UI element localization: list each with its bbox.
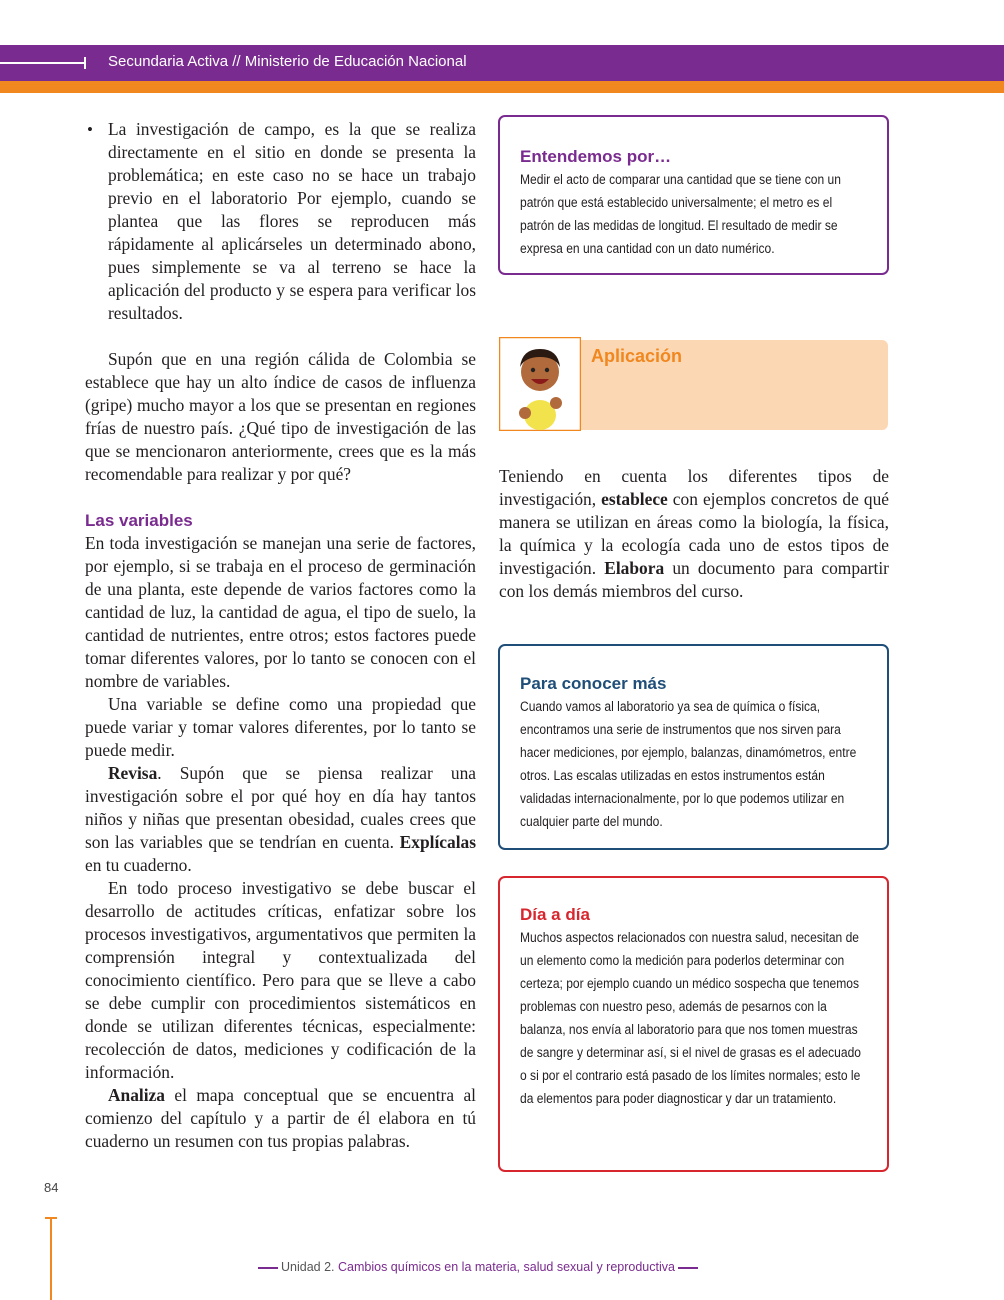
- paragraph-revisa: [85, 762, 476, 877]
- header-accent-bar: [0, 81, 1004, 93]
- section-heading-variables: Las variables: [85, 511, 193, 530]
- bullet-icon: •: [87, 120, 93, 139]
- page-header: [0, 45, 1004, 81]
- header-rule: [0, 62, 86, 64]
- aplicacion-text-2: con ejemplos concretos de qué manera se utilizan en áreas como la biología, la física, la química y la ecología cada uno de estos tipos de investigación.: [499, 489, 889, 578]
- aplicacion-text-1: Teniendo en cuenta los diferentes tipos de investigación,: [499, 466, 889, 509]
- page-number: 84: [44, 1180, 59, 1195]
- entendemos-box: [498, 115, 889, 275]
- aplicacion-text-3: un documento para compartir con los demás miembros del curso.: [499, 558, 889, 601]
- side-rule: [50, 1218, 52, 1300]
- header-rule-cap: [84, 57, 86, 69]
- aplicacion-title: Aplicación: [591, 346, 683, 366]
- analiza-bold: Analiza: [108, 1085, 166, 1105]
- page-footer: [255, 1260, 701, 1274]
- bullet-item: [85, 118, 476, 325]
- paragraph-proceso: En todo proceso investigativo se debe buscar el desarrollo de actitudes críticas, enfatizar sobre los procesos investigativos, argumentativos que permiten la comprensión integral y contextualizada del conocimiento científico. Pero para que se lleve a cabo se debe cumplir con procedimientos sistemáticos en donde se utilizan diferentes técnicas, especialmente: recolección de datos, mediciones y codificación de la información.: [85, 878, 476, 1082]
- explicalas-bold: Explícalas: [399, 832, 476, 852]
- left-column: [85, 118, 476, 1153]
- footer-rule-right: [678, 1267, 698, 1269]
- entendemos-text: Medir el acto de comparar una cantidad que se tiene con un patrón que está establecido universalmente; el metro es el patrón de las medidas de longitud. El resultado de medir se expresa en una cantidad con un dato numérico.: [520, 172, 841, 256]
- establece-bold: establece: [601, 489, 668, 509]
- elabora-bold: Elabora: [604, 558, 665, 578]
- paragraph-variables-2: Una variable se define como una propiedad que puede variar y tomar valores diferentes, por lo tanto se puede medir.: [85, 694, 476, 760]
- dia-a-dia-box: [498, 876, 889, 1172]
- explicalas-text: en tu cuaderno.: [85, 855, 192, 875]
- entendemos-title: Entendemos por…: [520, 147, 672, 166]
- revisa-text: . Supón que se piensa realizar una investigación sobre el por qué hoy en día hay tantos niños y niñas que presentan obesidad, cuales crees que son las variables que se tendrían en cuenta.: [85, 763, 476, 852]
- conocer-mas-title: Para conocer más: [520, 674, 667, 693]
- analiza-text: el mapa conceptual que se encuentra al comienzo del capítulo y a partir de él elabora en tú cuaderno un resumen con tus propias palabras.: [85, 1085, 476, 1151]
- paragraph-supon: Supón que en una región cálida de Colombia se establece que hay un alto índice de casos de influenza (gripe) mucho mayor a los que se presentan en regiones frías de nuestro país. ¿Qué tipo de investigación de las que se mencionaron anteriormente, crees que es la más recomendable para realizar y por qué?: [85, 349, 476, 484]
- header-title: Secundaria Activa // Ministerio de Educación Nacional: [108, 53, 467, 70]
- dia-a-dia-text: Muchos aspectos relacionados con nuestra salud, necesitan de un elemento como la medición para poderlos determinar con certeza; por ejemplo cuando un médico sospecha que tenemos problemas con nuestro peso, además de pesarnos con la balanza, nos envía al laboratorio para que nos tomen muestras de sangre y determinar así, si el nivel de grasas es el adecuado o si por el contrario está pasado de los límites normales; esto le da elementos para poder diagnosticar y dar un tratamiento.: [520, 930, 861, 1106]
- footer-unit-title: Cambios químicos en la materia, salud sexual y reproductiva: [338, 1260, 675, 1274]
- student-avatar-icon: [499, 337, 581, 431]
- conocer-mas-box: [498, 644, 889, 850]
- paragraph-analiza: [85, 1084, 476, 1153]
- bullet-text: La investigación de campo, es la que se realiza directamente en el sitio en donde se presenta la problemática; en este caso no se hace un trabajo previo en el laboratorio Por ejemplo, cuando se plantea que las flores se reproducen más rápidamente al aplicárseles un determinado abono, pues simplemente se va al terreno se hace la aplicación del producto y se espera para verificar los resultados.: [108, 119, 476, 323]
- revisa-bold: Revisa: [108, 763, 158, 783]
- aplicacion-text: [499, 465, 889, 603]
- paragraph-variables-1: En toda investigación se manejan una serie de factores, por ejemplo, si se trabaja en el proceso de germinación de una planta, este depende de varios factores como la cantidad de luz, la cantidad de agua, el tipo de suelo, la cantidad de nutrientes, entre otros; estos factores puede tomar diferentes valores, por lo tanto se conocen con el nombre de variables.: [85, 533, 476, 691]
- footer-rule-left: [258, 1267, 278, 1269]
- conocer-mas-text: Cuando vamos al laboratorio ya sea de química o física, encontramos una serie de instrumentos que nos sirven para hacer mediciones, por ejemplo, balanzas, dinamómetros, entre otros. Las escalas utilizadas en estos instrumentos están validadas internacionalmente, por lo que podemos utilizar en cualquier parte del mundo.: [520, 699, 857, 829]
- footer-unit: Unidad 2.: [281, 1260, 335, 1274]
- dia-a-dia-title: Día a día: [520, 905, 590, 924]
